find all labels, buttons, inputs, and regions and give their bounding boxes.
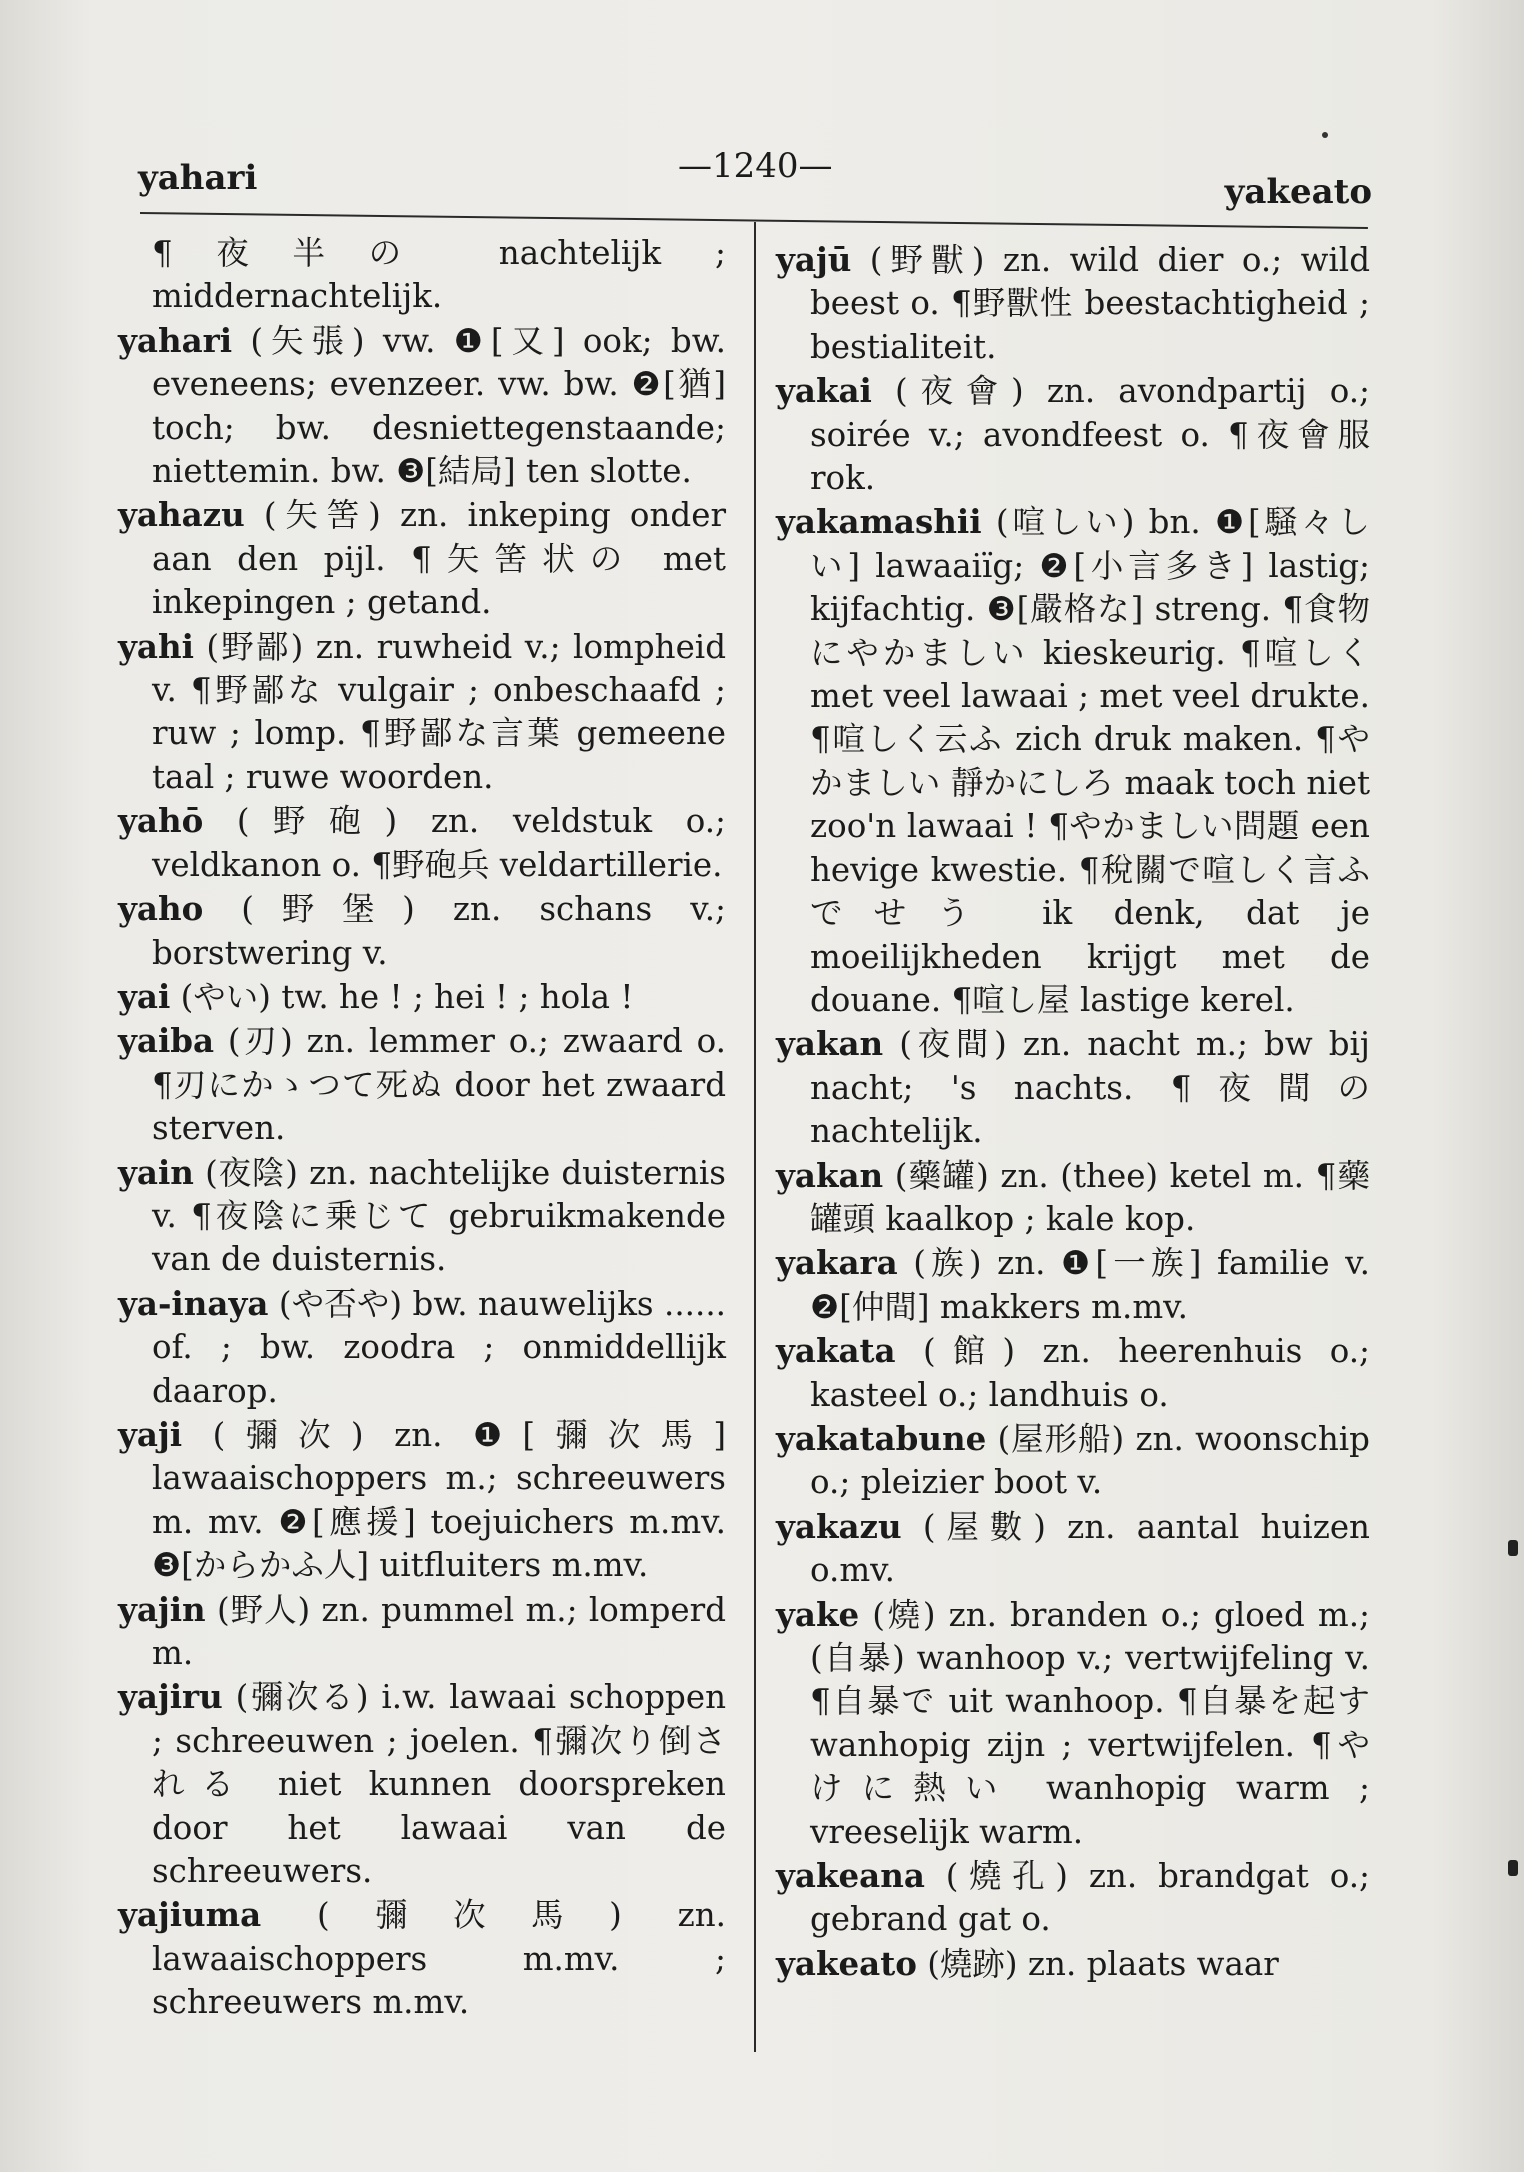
headword: yahazu: [118, 495, 245, 535]
dictionary-entry: yai (やい) tw. he ! ; hei ! ; hola !: [118, 976, 634, 1016]
left-column: [118, 232, 726, 2025]
dictionary-entry: yakan (藥罐) zn. (thee) ketel m. ¶藥罐頭 kaalkop ; kale kop.: [776, 1155, 1370, 1238]
ink-dot: [1322, 132, 1328, 138]
header-left-guideword: yahari: [138, 158, 258, 198]
headword: yaho: [118, 889, 204, 929]
dictionary-entry: yakatabune (屋形船) zn. woonschip o.; pleizier boot v.: [776, 1418, 1370, 1502]
dictionary-entry: yajiuma (彌次馬) zn. lawaaischoppers m.mv. ; schreeuwers m.mv.: [118, 1895, 726, 2022]
headword: yahō: [118, 801, 204, 841]
dictionary-entry: yakai (夜會) zn. avondpartij o.; soirée v.; avondfeest o. ¶夜會服 rok.: [776, 371, 1370, 498]
headword: yajū: [776, 240, 852, 279]
headword: yakeato: [776, 1943, 917, 1983]
header-right-guideword: yakeato: [1224, 172, 1372, 212]
dictionary-entry: yahazu (矢筈) zn. inkeping onder aan den pijl. ¶矢筈状の met inkepingen ; getand.: [118, 495, 726, 622]
headword: ya-inaya: [118, 1283, 269, 1323]
headword: yake: [776, 1594, 860, 1634]
headword: yakata: [776, 1331, 896, 1371]
headword: yakan: [776, 1024, 884, 1064]
dictionary-entry: yajin (野人) zn. pummel m.; lomperd m.: [118, 1589, 726, 1672]
dictionary-entry: yakeato (燒跡) zn. plaats waar: [776, 1943, 1279, 1983]
dictionary-entry: yaiba (刃) zn. lemmer o.; zwaard o. ¶刃にかゝつて死ぬ door het zwaard sterven.: [118, 1021, 726, 1148]
dictionary-entry: yakeana (燒孔) zn. brandgat o.; gebrand gat o.: [776, 1856, 1370, 1939]
headword: yakazu: [776, 1506, 902, 1546]
edge-mark: [1508, 1860, 1518, 1876]
dictionary-entry: ya-inaya (や否や) bw. nauwelijks ...... of. ; bw. zoodra ; onmiddellijk daarop.: [118, 1283, 726, 1410]
headword: yain: [118, 1152, 194, 1192]
dictionary-entry: yaji (彌次) zn. ❶[彌次馬] lawaaischoppers m.; schreeuwers m. mv. ❷[應援] toejuichers m.mv. ❸[からかふ人] uitfluiters m.mv.: [118, 1414, 726, 1585]
headword: yaiba: [118, 1021, 215, 1061]
dictionary-entry: yajiru (彌次る) i.w. lawaai schoppen ; schreeuwen ; joelen. ¶彌次り倒される niet kunnen doorspreken door het lawaai van de schreeuwers.: [118, 1677, 726, 1891]
dictionary-entry: yakara (族) zn. ❶[一族] familie v. ❷[仲間] makkers m.mv.: [776, 1243, 1370, 1326]
headword: yai: [118, 976, 171, 1016]
dictionary-entry: yake (燒) zn. branden o.; gloed m.; (自暴) wanhoop v.; vertwijfeling v. ¶自暴で uit wanhoop. ¶自暴を起す wanhopig zijn ; vertwijfelen. ¶やけに熱い wanhopig warm ; vreeselijk warm.: [776, 1594, 1370, 1851]
headword: yahi: [118, 626, 194, 666]
headword: yakai: [776, 371, 872, 411]
dictionary-entry: ¶夜半の nachtelijk ; middernachtelijk.: [152, 234, 726, 316]
dictionary-entry: yajū (野獸) zn. wild dier o.; wild beest o. ¶野獸性 beestachtigheid ; bestialiteit.: [776, 240, 1370, 366]
headword: yakara: [776, 1243, 898, 1283]
headword: yajiuma: [118, 1895, 262, 1935]
headword: yaji: [118, 1414, 183, 1454]
right-column: [776, 238, 1370, 1986]
edge-mark: [1508, 1540, 1518, 1556]
headword: yahari: [118, 320, 233, 360]
headword: yajiru: [118, 1677, 223, 1717]
dictionary-entry: yakazu (屋數) zn. aantal huizen o.mv.: [776, 1506, 1370, 1590]
dictionary-entry: yahi (野鄙) zn. ruwheid v.; lompheid v. ¶野鄙な vulgair ; onbeschaafd ; ruw ; lomp. ¶野鄙な言葉 gemeene taal ; ruwe woorden.: [118, 626, 726, 796]
dictionary-entry: yakata (館) zn. heerenhuis o.; kasteel o.; landhuis o.: [776, 1331, 1370, 1414]
headword: yakeana: [776, 1856, 925, 1896]
column-divider: [754, 222, 756, 2052]
headword: yakan: [776, 1155, 884, 1195]
dictionary-entry: yaho (野堡) zn. schans v.; borstwering v.: [118, 889, 726, 972]
headword: yakatabune: [776, 1418, 987, 1458]
dictionary-entry: yain (夜陰) zn. nachtelijke duisternis v. ¶夜陰に乗じて gebruikmakende van de duisternis.: [118, 1152, 726, 1279]
dictionary-entry: yakan (夜間) zn. nacht m.; bw bij nacht; 's nachts. ¶夜間の nachtelijk.: [776, 1024, 1370, 1151]
dictionary-entry: yahari (矢張) vw. ❶[又] ook; bw. eveneens; evenzeer. vw. bw. ❷[猶] toch; bw. desniettegenstaande; niettemin. bw. ❸[結局] ten slotte.: [118, 320, 726, 491]
headword: yajin: [118, 1589, 206, 1629]
page-number: —1240—: [678, 146, 833, 186]
headword: yakamashii: [776, 502, 982, 542]
dictionary-entry: yakamashii (喧しい) bn. ❶[騒々しい] lawaaiïg; ❷[小言多き] lastig; kijfachtig. ❸[嚴格な] streng. ¶食物にやかましい kieskeurig. ¶喧しく met veel lawaai ; met veel drukte. ¶喧しく云ふ zich druk maken. ¶やかましい 靜かにしろ maak toch niet zoo'n lawaai ! ¶やかましい問題 een hevige kwestie. ¶稅關で喧しく言ふでせう ik denk, dat je moeilijkheden krijgt met de douane. ¶喧し屋 lastige kerel.: [776, 502, 1370, 1019]
dictionary-entry: yahō (野砲) zn. veldstuk o.; veldkanon o. ¶野砲兵 veldartillerie.: [118, 801, 726, 884]
